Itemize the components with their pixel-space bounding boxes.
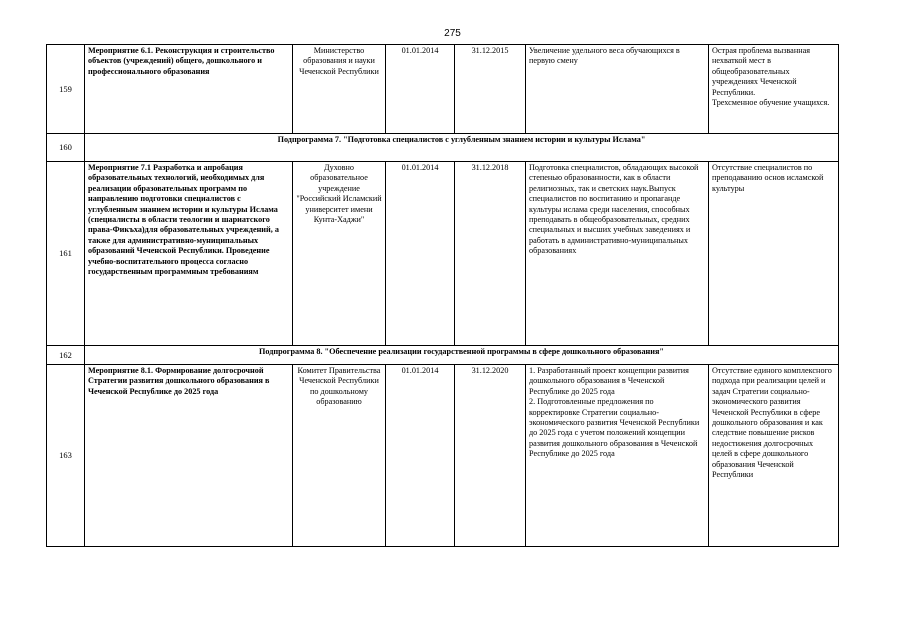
- program-table: [46, 44, 839, 547]
- end-date-cell: 31.12.2018: [455, 162, 526, 346]
- consequence-cell: Острая проблема вызванная нехваткой мест в общеобразовательных учреждениях Чеченской Республики. Трехсменное обучение учащихся.: [709, 45, 839, 134]
- subprogram-row: [47, 346, 839, 365]
- consequence-cell: Отсутствие единого комплексного подхода при реализации целей и задач Стратегии социально-экономического развития Чеченской Республики в сфере дошкольного образования и как следствие повышение рисков недостижения долгосрочных целей в сфере дошкольного образования Чеченской Республики: [709, 365, 839, 547]
- page-number: 275: [444, 28, 461, 39]
- result-cell: Увеличение удельного веса обучающихся в первую смену: [526, 45, 709, 134]
- executor-cell: Комитет Правительства Чеченской Республики по дошкольному образованию: [293, 365, 386, 547]
- subprogram-title: Подпрограмма 8. "Обеспечение реализации государственной программы в сфере дошкольного образования": [85, 346, 839, 365]
- row-number: 163: [47, 365, 85, 547]
- subprogram-row: [47, 134, 839, 162]
- table-row: [47, 365, 839, 547]
- end-date-cell: 31.12.2020: [455, 365, 526, 547]
- result-cell: Подготовка специалистов, обладающих высокой степенью образованности, как в области религиозных, так и светских наук.Выпуск специалистов по воспитанию и пропаганде культуры ислама среди населения, способных преподавать в общеобразовательных, средних специальных и высших учебных заведениях и работать в административно-муниципальных образованиях: [526, 162, 709, 346]
- end-date-cell: 31.12.2015: [455, 45, 526, 134]
- table-row: [47, 162, 839, 346]
- start-date-cell: 01.01.2014: [386, 365, 455, 547]
- event-cell: Мероприятие 8.1. Формирование долгосрочной Стратегии развития дошкольного образования в Чеченской Республике до 2025 года: [85, 365, 293, 547]
- table-row: [47, 45, 839, 134]
- consequence-cell: Отсутствие специалистов по преподаванию основ исламской культуры: [709, 162, 839, 346]
- row-number: 161: [47, 162, 85, 346]
- subprogram-title: Подпрограмма 7. "Подготовка специалистов с углубленным знанием истории и культуры Ислама": [85, 134, 839, 162]
- result-cell: 1. Разработанный проект концепции развития дошкольного образования в Чеченской Республике до 2025 года 2. Подготовленные предложения по корректировке Стратегии социально-экономического развития Чеченской Республики до 2025 года с учетом положений концепции развития дошкольного образования в Чеченской Республике до 2025 года: [526, 365, 709, 547]
- row-number: 162: [47, 346, 85, 365]
- start-date-cell: 01.01.2014: [386, 45, 455, 134]
- event-cell: Мероприятие 7.1 Разработка и апробация образовательных технологий, необходимых для реализации образовательных программ по направлению подготовки специалистов с углубленным знанием истории и культуры Ислама (специалисты в области теологии и шариатского права-Фикъха)для образовательных учреждений, а также для административно-муниципальных образований Чеченской Республики. Проведение учебно-воспитательного процесса согласно государственным программным требованиям: [85, 162, 293, 346]
- row-number: 160: [47, 134, 85, 162]
- executor-cell: Министерство образования и науки Чеченской Республики: [293, 45, 386, 134]
- executor-cell: Духовно образовательное учреждение "Российский Исламский университет имени Кунта-Хаджи": [293, 162, 386, 346]
- event-cell: Мероприятие 6.1. Реконструкция и строительство объектов (учреждений) общего, дошкольного и профессионального образования: [85, 45, 293, 134]
- start-date-cell: 01.01.2014: [386, 162, 455, 346]
- row-number: 159: [47, 45, 85, 134]
